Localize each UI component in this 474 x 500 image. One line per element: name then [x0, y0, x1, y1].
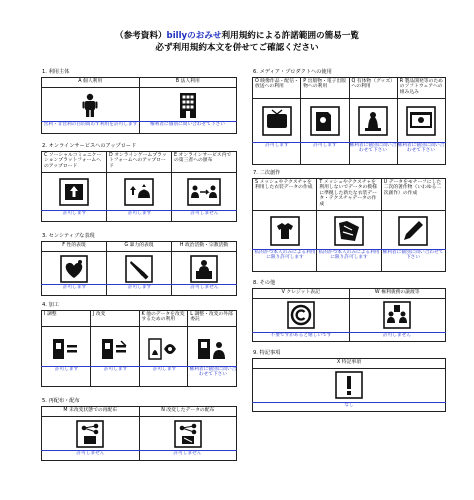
share-unmodified-icon — [76, 420, 104, 448]
person-icon — [81, 93, 99, 117]
status-text: 許可します — [127, 211, 152, 216]
status-text: 許可します — [313, 143, 337, 148]
section-9-label: 9. 特記事項 — [253, 350, 281, 356]
status-text: 権利者に個別に問い合わせて下さい — [189, 367, 237, 378]
status-text: 権利者に個別に問い合わせて下さい — [382, 250, 444, 261]
cell-head: O 映像作品・配信・放送への利用 — [253, 78, 300, 99]
status-text: 許可します — [103, 367, 128, 372]
copyright-icon — [287, 301, 315, 329]
cell-i-adjust — [42, 311, 91, 386]
cell-head: R 製品開発等のためのソフトウェアへの組み込み — [398, 78, 445, 99]
title-prefix: （参考資料） — [114, 31, 167, 41]
cell-head: J 改変 — [91, 311, 139, 327]
exclamation-icon — [335, 371, 363, 399]
pen-icon — [398, 216, 428, 246]
section-1-label: 1. 利用主体 — [42, 69, 70, 75]
modify-icon — [101, 337, 129, 361]
status-text: 許可します — [62, 285, 87, 290]
knife-icon — [125, 255, 153, 283]
status-text: 私的かつ本人のみによる利用に限り許可します — [318, 250, 380, 261]
transfer-icon — [383, 301, 411, 329]
section-4-label: 4. 加工 — [42, 302, 59, 308]
cell-head: H 政治活動・宗教活動 — [172, 242, 236, 252]
cell-head: S メッシュやテクスチャを利用した衣装データの作成 — [253, 179, 316, 211]
cell-head: N 改変したデータの配布 — [140, 407, 237, 417]
status-text: 許可します — [265, 143, 289, 148]
cell-head: M 未改変状態での再配布 — [42, 407, 139, 417]
cell-head: I 調整 — [42, 311, 90, 327]
cell-head: E オンラインサービス内での第三者への頒布 — [172, 152, 236, 173]
status-text: 許可しません — [173, 451, 202, 456]
cell-head: U データをモチーフにした二次的著作物（いわゆる二次創作）の作成 — [382, 179, 445, 211]
outsource-icon — [197, 337, 227, 361]
goods-icon — [358, 106, 388, 136]
cell-head: A 個人利用 — [42, 78, 139, 88]
cell-head: L 調整・改変の外部委託 — [188, 311, 236, 327]
status-text: 権利者に個別に問い合わせて下さい — [149, 122, 225, 127]
status-text: 許可しません — [190, 211, 219, 216]
tv-icon — [262, 106, 292, 136]
costume-icon — [270, 216, 300, 246]
section-3-label: 3. センシティブな表現 — [42, 233, 95, 239]
cell-k-transform-other-data — [140, 311, 189, 386]
status-text: 権利者に個別に問い合わせて下さい — [397, 143, 445, 154]
title-suffix: 利用規約による許諾範囲の簡易一覧 — [221, 31, 360, 41]
status-text: 許可します — [127, 285, 152, 290]
cell-head: V クレジット表記 — [253, 289, 349, 299]
cell-head: W 権利義務の譲渡等 — [350, 289, 446, 299]
cell-j-modify — [91, 311, 140, 386]
cell-p-publication — [301, 78, 349, 164]
cell-head: G 暴力的表現 — [107, 242, 171, 252]
upload-game-icon — [124, 178, 154, 206]
software-icon — [406, 106, 436, 136]
status-text: 許可しません — [190, 285, 219, 290]
section-8-label: 8. その他 — [253, 280, 276, 286]
status-text: 許可しません — [382, 333, 412, 338]
share-modified-icon — [174, 420, 202, 448]
status-text: 許可します — [152, 367, 177, 372]
status-text: 許可します — [54, 367, 79, 372]
cell-o-video-broadcast — [253, 78, 301, 164]
book-icon — [310, 106, 340, 136]
cell-head: C ソーシャルコミュニケーションプラットフォームへのアップロード — [42, 152, 106, 173]
status-text: 私的かつ本人のみによる利用に限り許可します — [254, 250, 316, 261]
title-notice: 必ず利用規約本文を併せてご確認ください — [155, 43, 319, 53]
cell-head: X 特記事項 — [253, 359, 445, 369]
building-icon — [178, 92, 198, 118]
heart-icon — [60, 255, 88, 283]
pattern-icon — [334, 216, 364, 246]
podium-icon — [190, 255, 218, 283]
page-title — [0, 30, 474, 54]
section-2-label: 2. オンラインサービスへのアップロード — [42, 143, 137, 149]
cell-head: Q 有体物（グッズ）への利用 — [350, 78, 397, 99]
transform-icon — [148, 337, 178, 361]
status-text: 許可します — [62, 211, 87, 216]
cell-head: T メッシュやテクスチャを利用しないでデータの模様に準拠した新たな衣装データ・テクスチャデータの作成 — [317, 179, 380, 211]
cell-head: D オンラインゲームプラットフォームへのアップロード — [107, 152, 171, 173]
status-text: なし — [344, 403, 354, 408]
section-6-label: 6. メディア・プロダクトへの使用 — [253, 69, 332, 75]
section-5-label: 5. 再配布・配布 — [42, 398, 80, 404]
cell-head: P 出版物・電子出版物への利用 — [301, 78, 348, 99]
brand-link[interactable]: billyのおみせ — [166, 31, 222, 41]
status-text: 営利・非営利の目的問わず利用を許可します — [43, 122, 138, 127]
distribute-icon — [187, 178, 221, 206]
cell-head: K 他のデータを改変するための利用 — [140, 311, 188, 327]
section-7-label: 7. 二次創作 — [253, 170, 281, 176]
upload-sns-icon — [59, 178, 89, 206]
status-text: 許可しません — [76, 451, 105, 456]
status-text: 不要ですがあると嬉しいです — [270, 333, 332, 338]
cell-head: B 法人利用 — [140, 78, 237, 88]
status-text: 権利者に個別に問い合わせて下さい — [349, 143, 397, 154]
adjust-icon — [52, 337, 80, 361]
cell-head: F 性的表現 — [42, 242, 106, 252]
